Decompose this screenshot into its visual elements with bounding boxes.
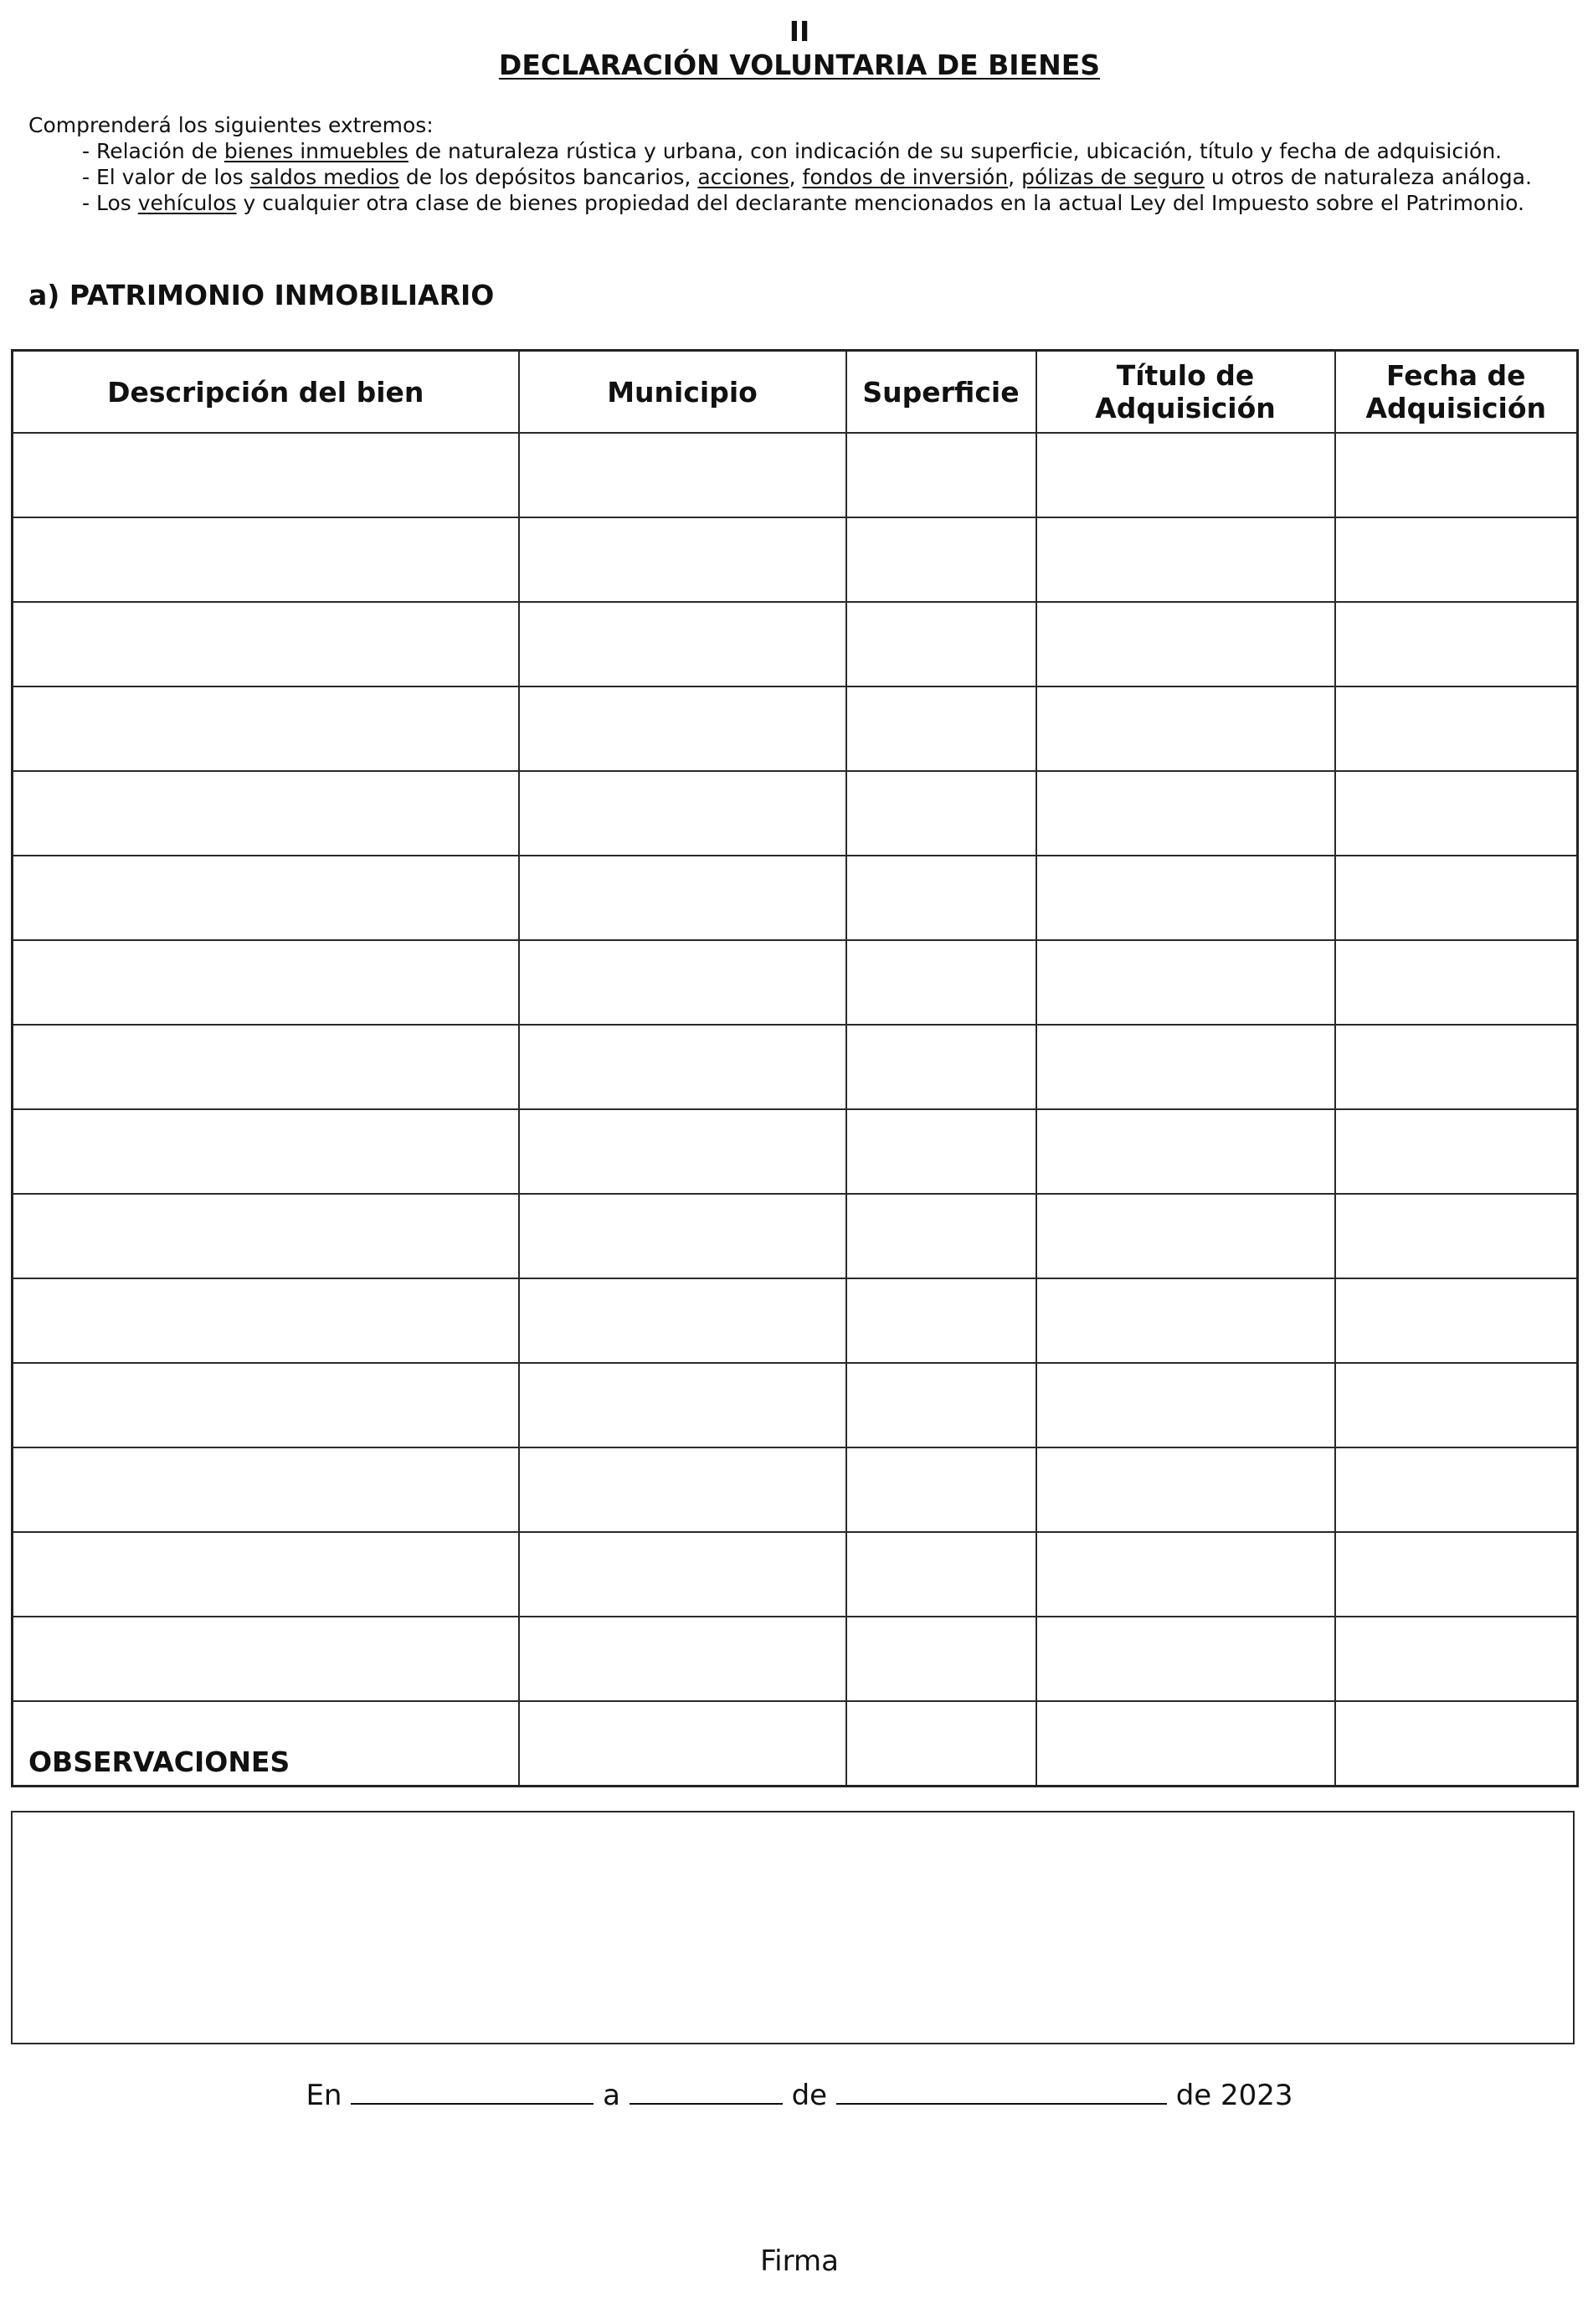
table-cell[interactable] — [519, 1617, 846, 1701]
section-title: a) PATRIMONIO INMOBILIARIO — [28, 279, 495, 311]
table-cell[interactable] — [1036, 940, 1335, 1025]
table-cell[interactable] — [519, 1025, 846, 1109]
table-cell[interactable] — [1335, 1194, 1578, 1278]
table-cell[interactable] — [13, 1194, 519, 1278]
day-blank[interactable] — [630, 2076, 783, 2105]
intro-list — [82, 138, 1560, 216]
table-cell[interactable] — [846, 771, 1036, 856]
table-row — [13, 602, 1578, 686]
intro-item-vehicles: - Los vehículos y cualquier otra clase de bienes propiedad del declarante mencionados en la actual Ley del Impuesto sobre el Patrimonio. — [82, 191, 1524, 215]
table-cell[interactable] — [846, 1278, 1036, 1363]
table-cell[interactable] — [13, 686, 519, 771]
table-cell[interactable] — [846, 602, 1036, 686]
table-cell[interactable] — [1036, 1278, 1335, 1363]
table-cell[interactable] — [1335, 602, 1578, 686]
table-cell[interactable] — [1335, 433, 1578, 517]
table-cell[interactable] — [1335, 1617, 1578, 1701]
table-cell[interactable] — [519, 1701, 846, 1787]
day-prefix: a — [603, 2079, 620, 2112]
table-cell[interactable] — [13, 940, 519, 1025]
table-row — [13, 1532, 1578, 1617]
table-cell[interactable] — [1036, 856, 1335, 940]
observations-box[interactable] — [11, 1811, 1575, 2044]
table-cell[interactable] — [846, 1363, 1036, 1447]
page-heading — [0, 15, 1588, 82]
table-cell[interactable] — [519, 433, 846, 517]
table-cell[interactable] — [1335, 1447, 1578, 1532]
table-cell[interactable] — [846, 856, 1036, 940]
assets-table — [11, 349, 1579, 1787]
column-header-surface: Superficie — [846, 351, 1036, 434]
table-cell[interactable] — [846, 1194, 1036, 1278]
table-cell[interactable] — [1335, 1109, 1578, 1194]
table-cell[interactable] — [519, 1532, 846, 1617]
table-cell[interactable] — [13, 1447, 519, 1532]
table-cell[interactable] — [519, 1278, 846, 1363]
table-cell[interactable] — [1335, 1363, 1578, 1447]
table-cell[interactable] — [13, 1109, 519, 1194]
month-blank[interactable] — [836, 2076, 1167, 2105]
table-cell[interactable] — [1036, 1109, 1335, 1194]
table-cell[interactable] — [846, 1447, 1036, 1532]
table-cell[interactable] — [519, 856, 846, 940]
table-cell[interactable] — [519, 771, 846, 856]
column-header-acquisition-date: Fecha de Adquisición — [1335, 351, 1578, 434]
table-cell[interactable] — [519, 1447, 846, 1532]
column-header-acquisition-title: Título de Adquisición — [1036, 351, 1335, 434]
signature-label: Firma — [760, 2244, 839, 2278]
page-title: DECLARACIÓN VOLUNTARIA DE BIENES — [498, 49, 1101, 81]
table-cell[interactable] — [13, 1617, 519, 1701]
table-cell[interactable] — [13, 1363, 519, 1447]
table-cell[interactable] — [1335, 771, 1578, 856]
table-cell[interactable] — [1335, 1701, 1578, 1787]
table-cell[interactable] — [1335, 1278, 1578, 1363]
table-cell[interactable] — [13, 517, 519, 602]
table-cell[interactable] — [1036, 1025, 1335, 1109]
table-cell[interactable] — [519, 686, 846, 771]
table-cell[interactable] — [1036, 1532, 1335, 1617]
intro-item-real-estate: - Relación de bienes inmuebles de naturaleza rústica y urbana, con indicación de su superficie, ubicación, título y fecha de adquisición. — [82, 139, 1503, 163]
table-row — [13, 686, 1578, 771]
table-cell[interactable] — [1036, 602, 1335, 686]
table-cell[interactable] — [13, 1278, 519, 1363]
column-header-description: Descripción del bien — [13, 351, 519, 434]
table-row — [13, 433, 1578, 517]
intro-lead: Comprenderá los siguientes extremos: — [28, 113, 434, 137]
year-text: de 2023 — [1175, 2079, 1293, 2112]
month-prefix: de — [791, 2079, 828, 2112]
intro-text — [28, 112, 1560, 216]
table-cell[interactable] — [13, 1025, 519, 1109]
place-blank[interactable] — [351, 2076, 594, 2105]
table-row — [13, 940, 1578, 1025]
table-row — [13, 1025, 1578, 1109]
table-row — [13, 856, 1578, 940]
table-cell[interactable] — [13, 1532, 519, 1617]
table-cell[interactable] — [1036, 1363, 1335, 1447]
table-cell[interactable] — [519, 602, 846, 686]
table-row — [13, 1109, 1578, 1194]
table-cell[interactable] — [519, 1194, 846, 1278]
table-cell[interactable] — [846, 1109, 1036, 1194]
table-cell[interactable] — [1335, 1025, 1578, 1109]
table-cell[interactable] — [1036, 433, 1335, 517]
table-cell[interactable] — [13, 433, 519, 517]
table-cell[interactable] — [1036, 1617, 1335, 1701]
table-cell[interactable] — [846, 517, 1036, 602]
table-cell[interactable] — [846, 1532, 1036, 1617]
table-cell[interactable] — [846, 1025, 1036, 1109]
table-cell[interactable] — [1335, 856, 1578, 940]
table-cell[interactable] — [519, 517, 846, 602]
table-cell[interactable] — [13, 602, 519, 686]
table-cell[interactable] — [846, 940, 1036, 1025]
table-row — [13, 1617, 1578, 1701]
table-cell[interactable] — [1036, 1701, 1335, 1787]
table-cell[interactable] — [519, 1363, 846, 1447]
table-cell[interactable] — [1335, 940, 1578, 1025]
table-cell[interactable] — [846, 1701, 1036, 1787]
table-cell[interactable] — [846, 1617, 1036, 1701]
table-cell[interactable] — [846, 686, 1036, 771]
column-header-municipality: Municipio — [519, 351, 846, 434]
table-cell[interactable] — [1036, 1447, 1335, 1532]
table-cell[interactable] — [1036, 517, 1335, 602]
table-cell[interactable] — [519, 1109, 846, 1194]
observations-title: OBSERVACIONES — [28, 1746, 290, 1778]
date-line — [0, 2076, 1588, 2113]
table-header-row — [13, 351, 1578, 434]
table-row — [13, 1363, 1578, 1447]
table-row — [13, 1194, 1578, 1278]
place-prefix: En — [306, 2079, 342, 2112]
table-cell[interactable] — [13, 856, 519, 940]
table-cell[interactable] — [1335, 517, 1578, 602]
table-cell[interactable] — [13, 771, 519, 856]
table-cell[interactable] — [1036, 1194, 1335, 1278]
table-cell[interactable] — [1335, 1532, 1578, 1617]
table-row — [13, 517, 1578, 602]
intro-item-financial: - El valor de los saldos medios de los depósitos bancarios, acciones, fondos de inversión, pólizas de seguro u otros de naturaleza análoga. — [82, 165, 1532, 189]
section-number: II — [789, 15, 810, 48]
table-cell[interactable] — [1036, 686, 1335, 771]
table-row — [13, 1278, 1578, 1363]
table-cell[interactable] — [519, 940, 846, 1025]
table-cell[interactable] — [846, 433, 1036, 517]
table-cell[interactable] — [1036, 771, 1335, 856]
table-row — [13, 771, 1578, 856]
table-row — [13, 1447, 1578, 1532]
table-cell[interactable] — [1335, 686, 1578, 771]
